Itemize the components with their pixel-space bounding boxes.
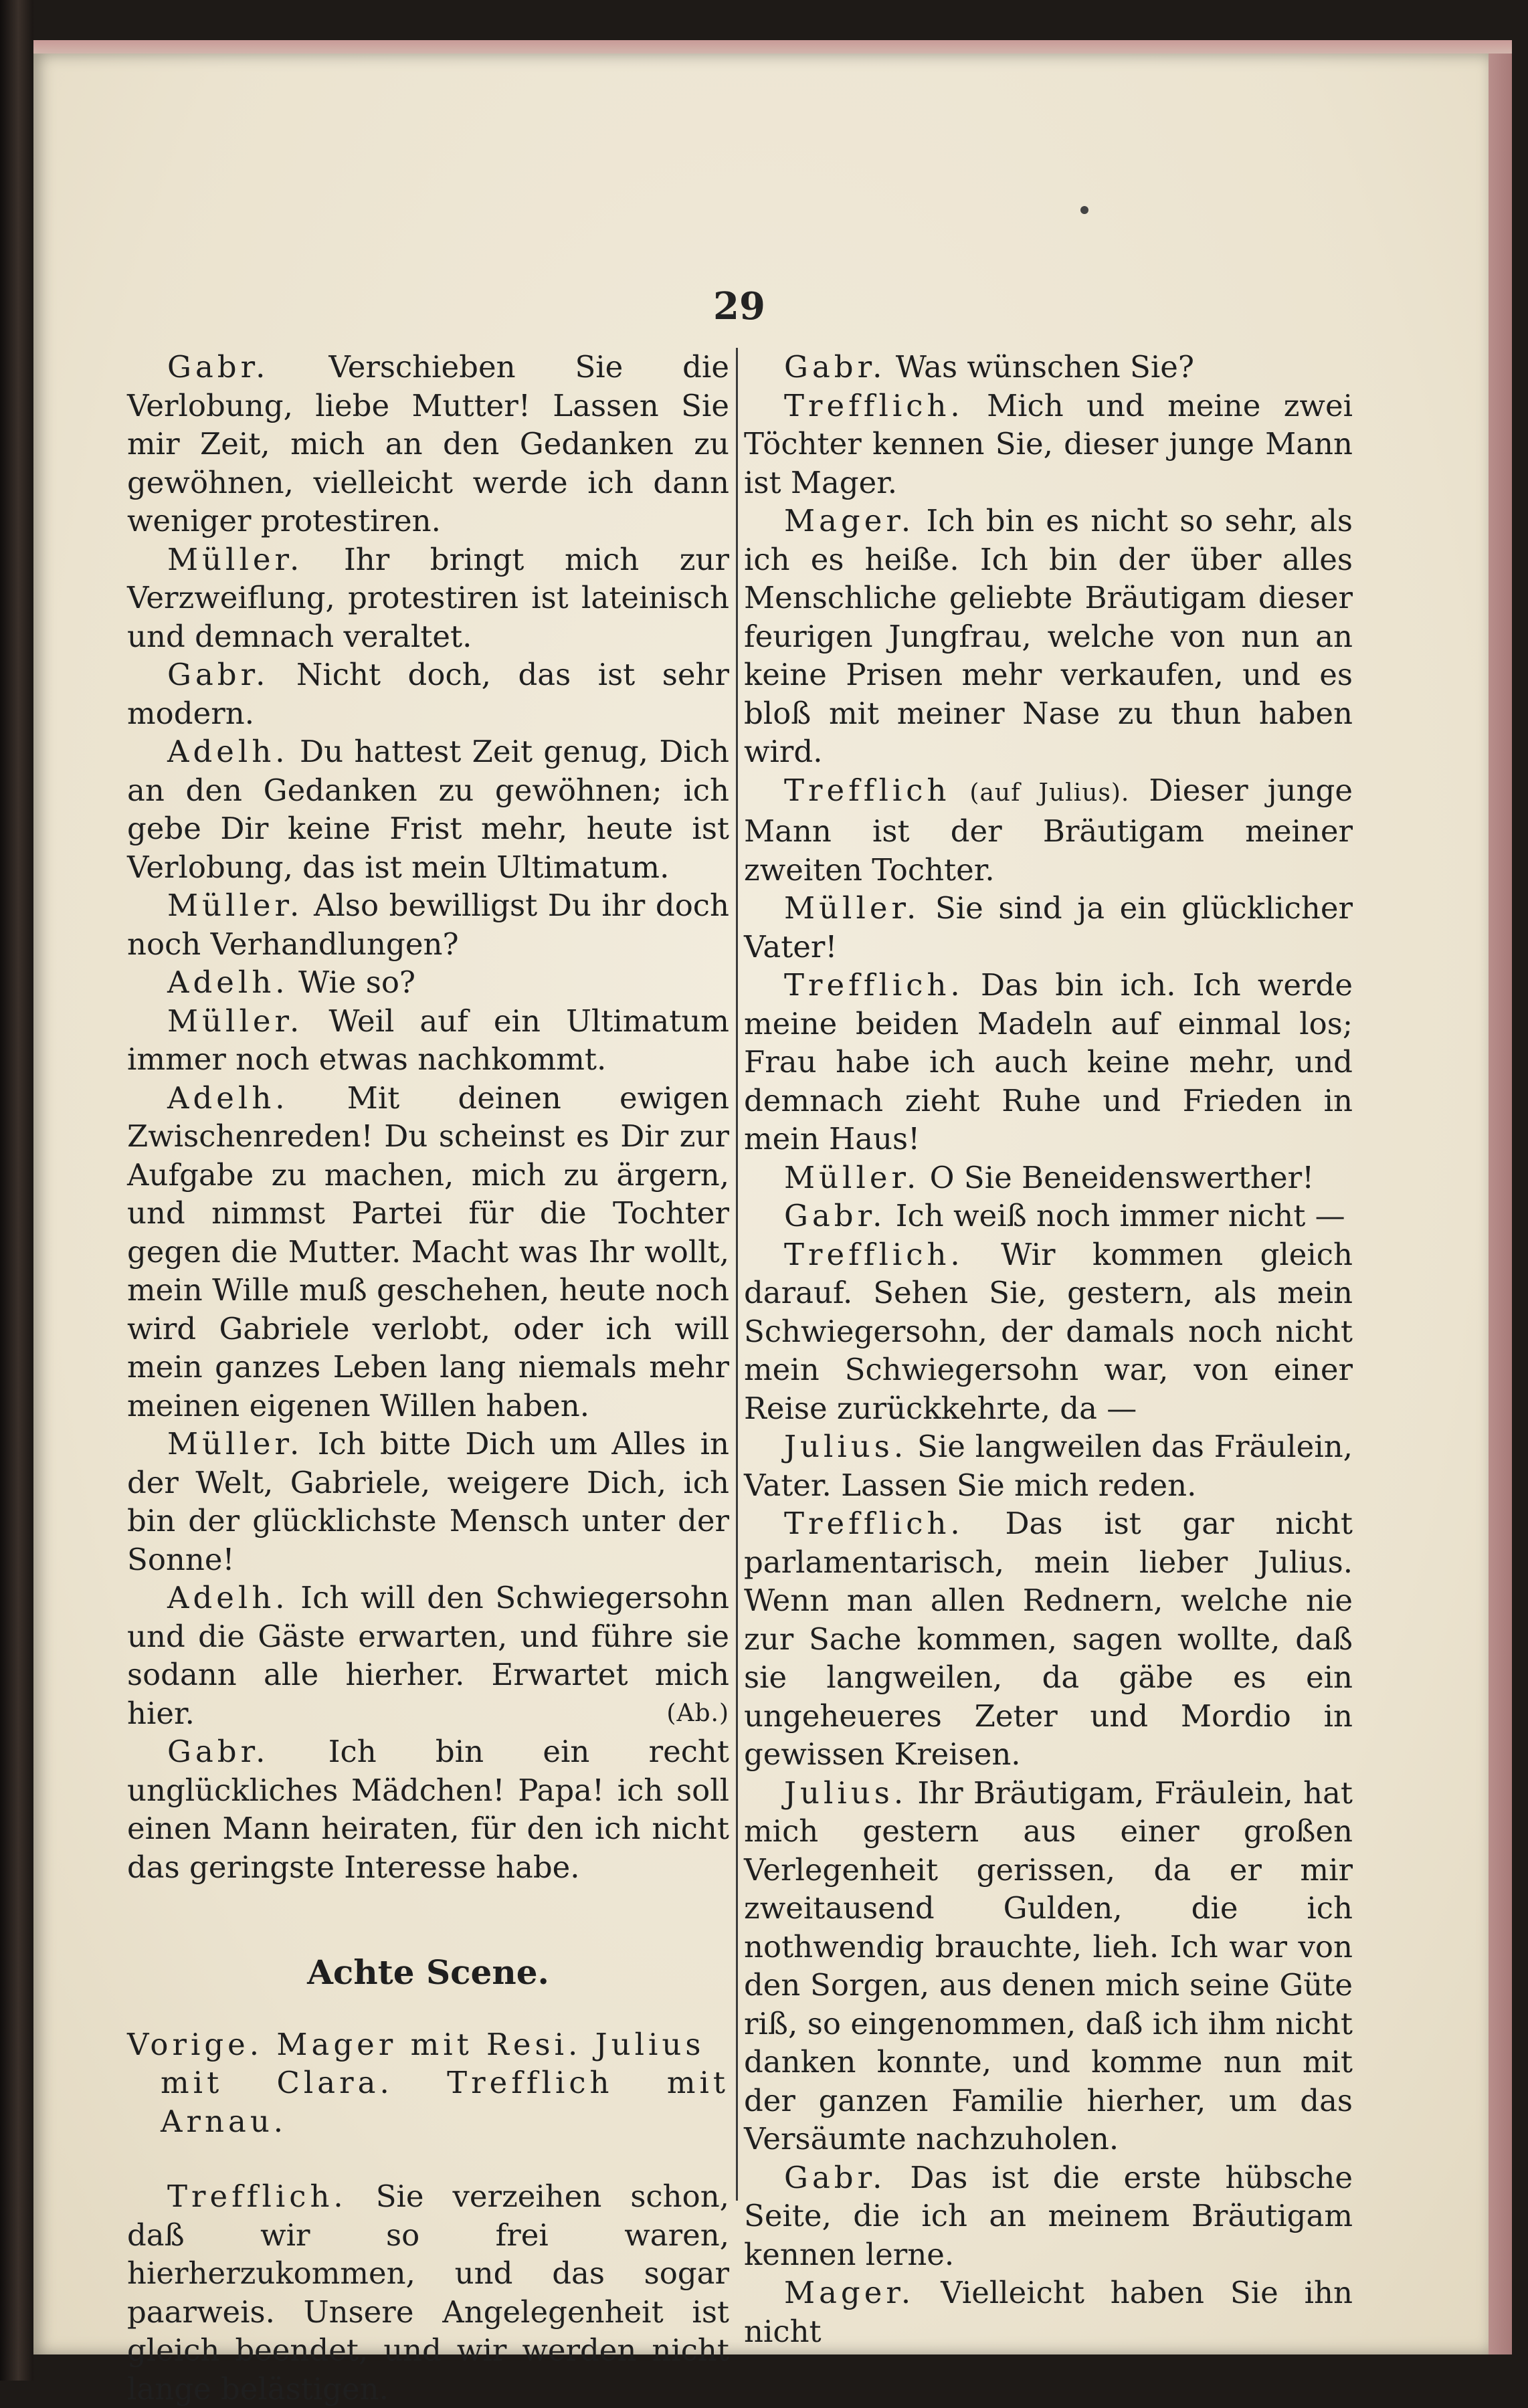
dialogue-text: Ich bin es nicht so sehr, als ich es heiße. Ich bin der über alles Menschliche geliebte Bräutigam dieser feurigen Jungfrau, welche von nun an keine Prisen mehr verkaufen, und es bloß mit meiner Nase zu thun haben wird. (744, 503, 1353, 769)
speaker-name: Müller. (784, 1159, 921, 1195)
speaker-name: Müller. (167, 1426, 304, 1462)
dialogue-paragraph (127, 963, 729, 1002)
speaker-name: Gabr. (784, 349, 886, 385)
dialogue-text: O Sie Beneidenswerther! (929, 1159, 1315, 1195)
dialogue-text: Sie sind ja ein glücklicher Vater! (744, 890, 1353, 965)
speaker-name: Müller. (167, 1003, 304, 1039)
cast-list (127, 2025, 729, 2141)
dialogue-paragraph (127, 656, 729, 732)
dialogue-paragraph (127, 1579, 729, 1732)
dialogue-paragraph (744, 1159, 1353, 1197)
dialogue-text: Sie langweilen das Fräulein, Vater. Lassen Sie mich reden. (744, 1429, 1353, 1503)
dialogue-text: Das ist gar nicht parlamentarisch, mein lieber Julius. Wenn man allen Rednern, welche nie zur Sache kommen, sagen wollte, daß sie langweilen, da gäbe es ein ungeheueres Zeter und Mordio in gewissen Kreisen. (744, 1506, 1353, 1772)
speaker-name: Julius. (784, 1429, 908, 1464)
speaker-name: Trefflich. (784, 1506, 964, 1541)
dialogue-text: Dieser junge Mann ist der Bräutigam meiner zweiten Tochter. (744, 772, 1353, 888)
dialogue-text: Weil auf ein Ultimatum immer noch etwas nachkommt. (127, 1003, 729, 1077)
speaker-name: Trefflich. (784, 387, 964, 423)
book-page (33, 54, 1489, 2407)
speaker-name: Adelh. (167, 1580, 289, 1615)
stage-direction-exit: (Ab.) (666, 1699, 729, 1727)
left-column (127, 348, 729, 2408)
column-divider (736, 348, 738, 2201)
dialogue-text: Das ist die erste hübsche Seite, die ich an meinem Bräutigam kennen lerne. (744, 2159, 1353, 2272)
dialogue-paragraph (744, 771, 1353, 890)
right-column (744, 348, 1353, 2350)
dialogue-text: Also bewilligst Du ihr doch noch Verhandlungen? (127, 888, 729, 962)
dialogue-paragraph (744, 1504, 1353, 1774)
speaker-name: Adelh. (167, 734, 289, 769)
dialogue-text: Das bin ich. Ich werde meine beiden Madeln auf einmal los; Frau habe ich auch keine mehr, und demnach zieht Ruhe und Frieden in mein Haus! (744, 967, 1353, 1157)
dialogue-paragraph (744, 889, 1353, 966)
dialogue-paragraph (127, 1002, 729, 1079)
speaker-name: Gabr. (167, 1734, 270, 1769)
dialogue-text: Du hattest Zeit genug, Dich an den Gedanken zu gewöhnen; ich gebe Dir keine Frist mehr, heute ist Verlobung, das ist mein Ultimatum. (127, 734, 729, 885)
dialogue-text: Ihr Bräutigam, Fräulein, hat mich gestern aus einer großen Verlegenheit gerissen, da er mir zweitausend Gulden, die ich nothwendig brauchte, lieh. Ich war von den Sorgen, aus denen mich seine Güte riß, so eingenommen, daß ich ihm nicht danken konnte, und komme nun mit der ganzen Familie hierher, um das Versäumte nachzuholen. (744, 1775, 1353, 2156)
dialogue-text: Ich bitte Dich um Alles in der Welt, Gabriele, weigere Dich, ich bin der glücklichste Mensch unter der Sonne! (127, 1426, 729, 1577)
dialogue-text: Mich und meine zwei Töchter kennen Sie, dieser junge Mann ist Mager. (744, 387, 1353, 500)
dialogue-text: Ich will den Schwiegersohn und die Gäste erwarten, und führe sie sodann alle hierher. Erwartet mich hier. (127, 1580, 730, 1731)
speaker-name: Trefflich. (784, 1236, 964, 1272)
dialogue-text: Wie so? (298, 965, 416, 1000)
dialogue-paragraph (127, 886, 729, 963)
dialogue-text: Wir kommen gleich darauf. Sehen Sie, gestern, als mein Schwiegersohn, der damals noch nicht mein Schwiegersohn war, von einer Reise zurückkehrte, da — (744, 1236, 1353, 1426)
speaker-name: Trefflich. (784, 967, 964, 1003)
cast-line: Vorige. Mager mit Resi. Julius (127, 2026, 705, 2062)
dialogue-paragraph (744, 387, 1353, 502)
speaker-name: Trefflich (784, 772, 951, 808)
dialogue-paragraph (744, 966, 1353, 1159)
ink-speck (1080, 206, 1088, 214)
dialogue-paragraph (127, 1732, 729, 1886)
speaker-name: Müller. (784, 890, 921, 926)
speaker-name: Müller. (167, 888, 304, 923)
dialogue-paragraph (744, 2159, 1353, 2274)
speaker-name: Adelh. (167, 1080, 289, 1116)
speaker-name: Gabr. (784, 1198, 886, 1233)
dialogue-text: Ich bin ein recht unglückliches Mädchen! Papa! ich soll einen Mann heiraten, für den ich nicht das geringste Interesse habe. (127, 1734, 729, 1885)
speaker-name: Julius. (784, 1775, 908, 1811)
book-spine (0, 0, 33, 2381)
dialogue-paragraph (744, 1427, 1353, 1504)
dialogue-paragraph (127, 1425, 729, 1579)
dialogue-paragraph (744, 502, 1353, 771)
page-number: 29 (713, 284, 765, 328)
speaker-name: Adelh. (167, 965, 289, 1000)
dialogue-text: Ich weiß noch immer nicht — (895, 1198, 1345, 1233)
dialogue-paragraph (744, 1197, 1353, 1235)
dialogue-text: Was wünschen Sie? (895, 349, 1195, 385)
stage-direction: (auf Julius). (969, 779, 1130, 807)
dialogue-paragraph (744, 2274, 1353, 2350)
scene-title: Achte Scene. (307, 1952, 549, 1992)
dialogue-paragraph (127, 732, 729, 886)
speaker-name: Müller. (167, 541, 304, 577)
speaker-name: Mager. (784, 2275, 915, 2310)
dialogue-text: Ihr bringt mich zur Verzweiflung, protestiren ist lateinisch und demnach veraltet. (127, 541, 729, 654)
dialogue-paragraph (127, 348, 729, 540)
dialogue-text: Mit deinen ewigen Zwischenreden! Du scheinst es Dir zur Aufgabe zu machen, mich zu ärgern, und nimmst Partei für die Tochter gegen die Mutter. Macht was Ihr wollt, mein Wille muß geschehen, heute noch wird Gabriele verlobt, oder ich will mein ganzes Leben lang niemals mehr meinen eigenen Willen haben. (127, 1080, 730, 1423)
speaker-name: Trefflich. (167, 2179, 347, 2214)
speaker-name: Gabr. (167, 657, 270, 692)
dialogue-paragraph (744, 348, 1353, 387)
dialogue-paragraph (127, 540, 729, 656)
dialogue-paragraph (744, 1774, 1353, 2159)
dialogue-text: Vielleicht haben Sie ihn nicht (744, 2275, 1353, 2349)
dialogue-text: Nicht doch, das ist sehr modern. (127, 657, 730, 731)
speaker-name: Gabr. (167, 349, 270, 385)
dialogue-paragraph (127, 1079, 729, 1425)
cast-line: mit Clara. Trefflich mit Arnau. (161, 2065, 729, 2139)
speaker-name: Gabr. (784, 2159, 886, 2195)
dialogue-text: Verschieben Sie die Verlobung, liebe Mutter! Lassen Sie mir Zeit, mich an den Gedanken zu gewöhnen, vielleicht werde ich dann weniger protestiren. (127, 349, 729, 538)
dialogue-text: Sie verzeihen schon, daß wir so frei waren, hierherzukommen, und das sogar paarweis. Unsere Angelegenheit ist gleich beendet, und wir werden nicht lange belästigen. (127, 2179, 729, 2407)
dialogue-paragraph (127, 2177, 729, 2408)
speaker-name: Mager. (784, 503, 915, 538)
dialogue-paragraph (744, 1235, 1353, 1428)
